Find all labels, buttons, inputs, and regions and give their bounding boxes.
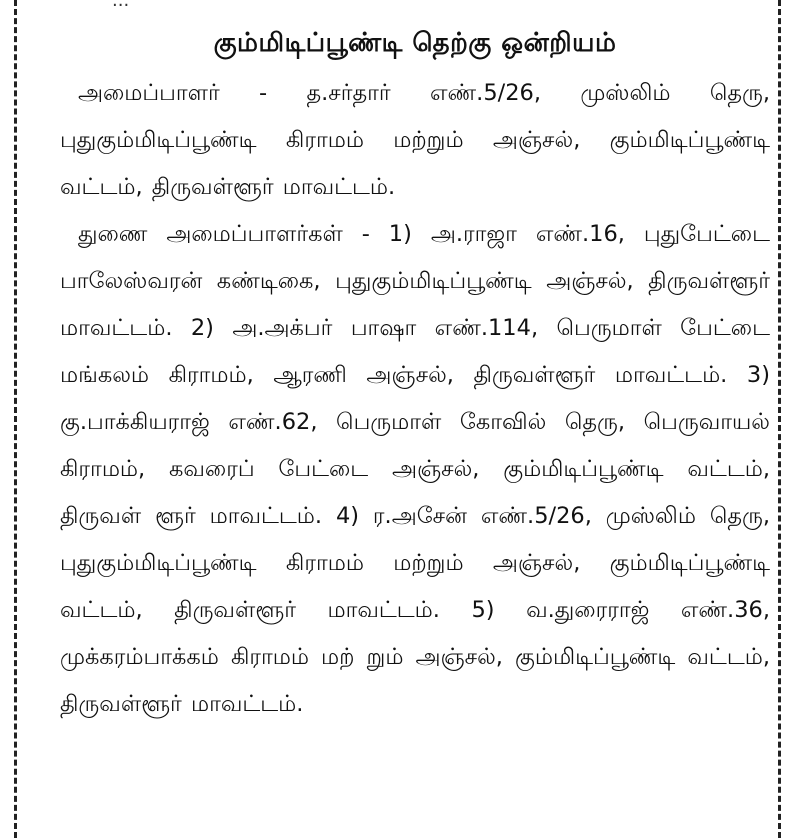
cut-off-text-fragment: ... [112, 0, 130, 11]
organizer-paragraph: அமைப்பாளர் - த.சர்தார் எண்.5/26, முஸ்லிம் தெரு, புதுகும்மிடிப்பூண்டி கிராமம் மற்றும் அஞ்சல், கும்மிடிப்பூண்டி வட்டம், திருவள்ளூர் மாவட்டம். [60, 80, 770, 200]
deputy-organizers-paragraph: துணை அமைப்பாளர்கள் - 1) அ.ராஜா எண்.16, புதுபேட்டை பாலேஸ்வரன் கண்டிகை, புதுகும்மிடிப்பூண்டி அஞ்சல், திருவள்ளூர் மாவட்டம். 2) அ.அக்பர் பாஷா எண்.114, பெருமாள் பேட்டை மங்கலம் கிராமம், ஆரணி அஞ்சல், திருவள்ளூர் மாவட்டம். 3) கு.பாக்கியராஜ் எண்.62, பெருமாள் கோவில் தெரு, பெருவாயல் கிராமம், கவரைப் பேட்டை அஞ்சல், கும்மிடிப்பூண்டி வட்டம், திருவள் ளூர் மாவட்டம். 4) ர.அசேன் எண்.5/26, முஸ்லிம் தெரு, புதுகும்மிடிப்பூண்டி கிராமம் மற்றும் அஞ்சல், கும்மிடிப்பூண்டி வட்டம், திருவள்ளூர் மாவட்டம். 5) வ.துரைராஜ் எண்.36, முக்கரம்பாக்கம் கிராமம் மற் றும் அஞ்சல், கும்மிடிப்பூண்டி வட்டம், திருவள்ளூர் மாவட்டம். [60, 221, 770, 717]
news-column [60, 18, 770, 838]
section-heading: கும்மிடிப்பூண்டி தெற்கு ஒன்றியம் [213, 28, 617, 58]
right-column-rule [778, 0, 781, 838]
left-column-rule [14, 0, 17, 838]
